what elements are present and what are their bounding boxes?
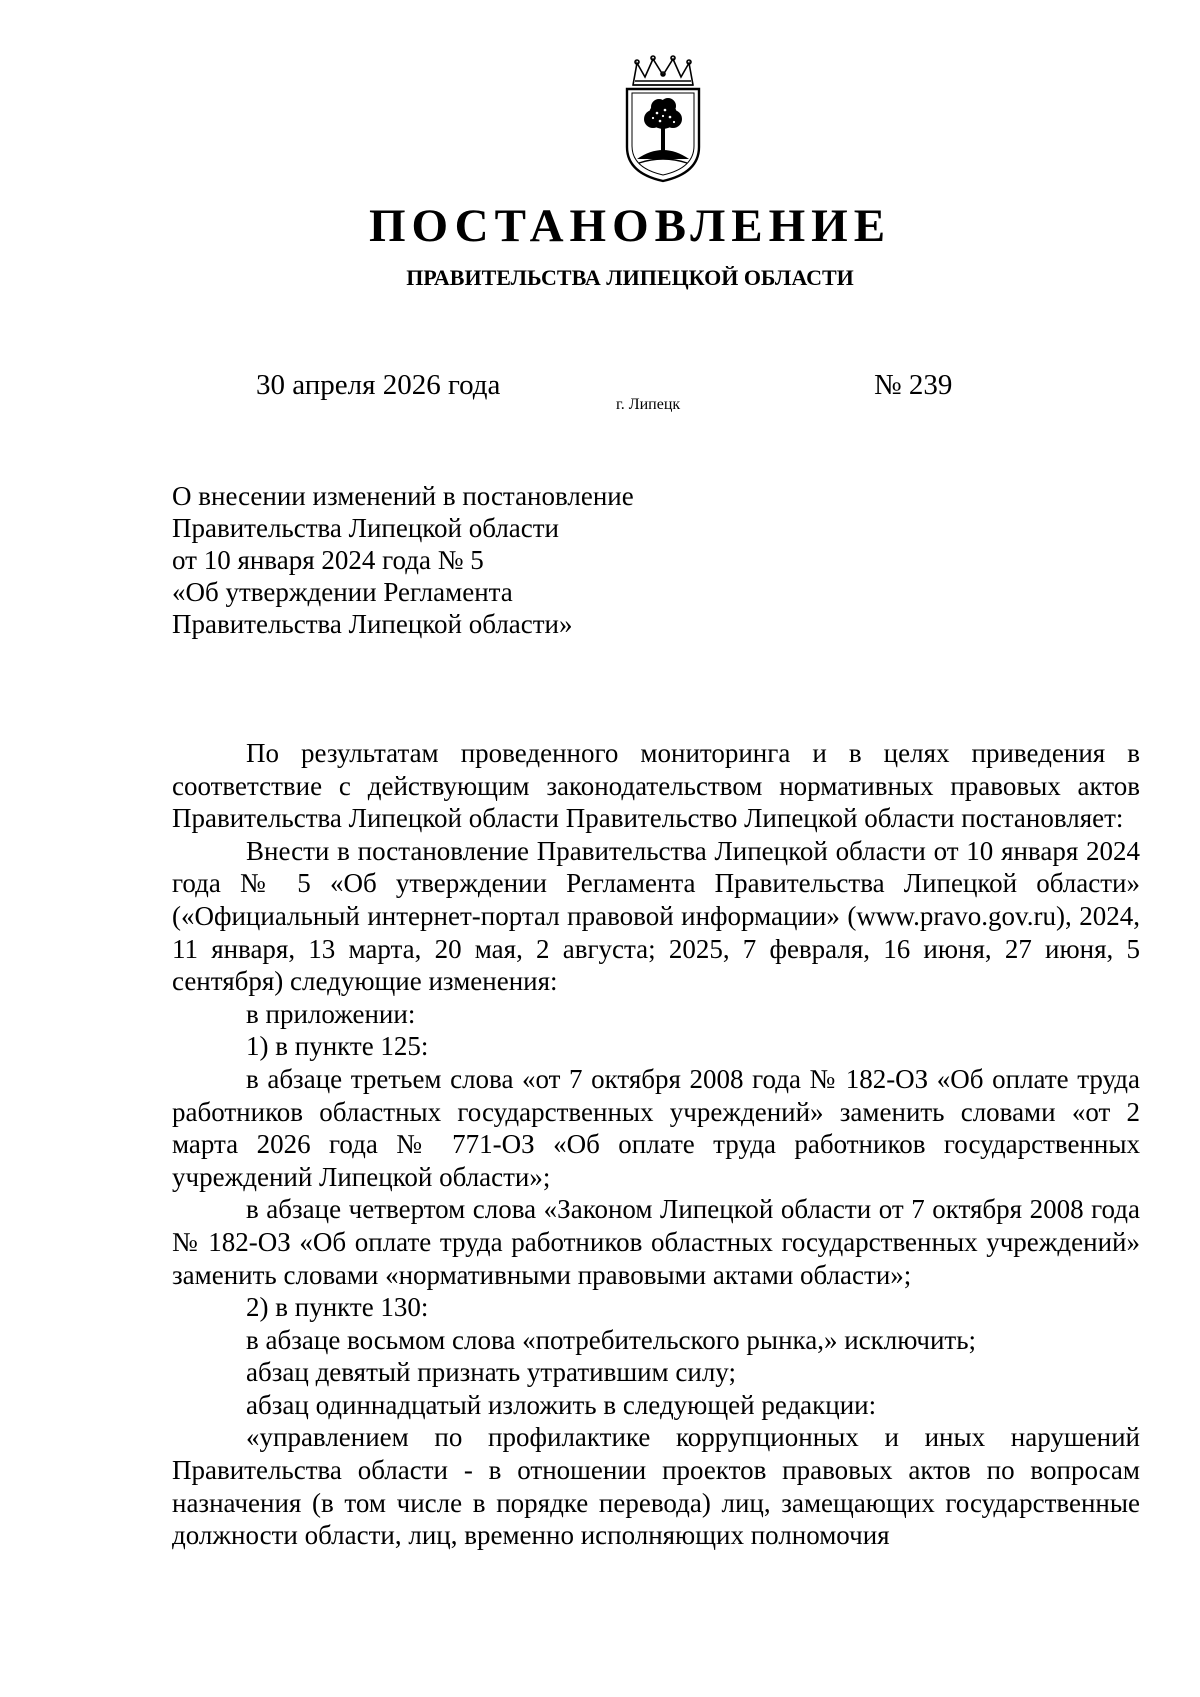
subject-line: Правительства Липецкой области»	[172, 609, 573, 639]
subject-line: О внесении изменений в постановление	[172, 481, 634, 511]
document-number: № 239	[874, 369, 953, 401]
body-paragraph: в абзаце восьмом слова «потребительского рынка,» исключить;	[246, 1324, 977, 1355]
document-body	[172, 737, 1140, 1552]
body-paragraph: «управлением по профилактике коррупционных и иных нарушений Правительства области - в отношении проектов правовых актов по вопросам назначения (в том числе в порядке перевода) лиц, замещающих государственные должности области, лиц, временно исполняющих полномочия	[172, 1422, 1140, 1551]
body-paragraph: в абзаце четвертом слова «Законом Липецкой области от 7 октября 2008 года № 182-ОЗ «Об оплате труда работников областных государственных учреждений» заменить словами «нормативными правовыми актами области»;	[172, 1194, 1140, 1290]
issuer-title: ПРАВИТЕЛЬСТВА ЛИПЕЦКОЙ ОБЛАСТИ	[406, 265, 854, 290]
subject-line: «Об утверждении Регламента	[172, 577, 513, 607]
lipetsk-region-coat-of-arms-icon	[615, 55, 711, 185]
body-paragraph: в приложении:	[246, 998, 416, 1029]
body-paragraph: 1) в пункте 125:	[246, 1031, 429, 1062]
body-paragraph: По результатам проведенного мониторинга и в целях приведения в соответствие с действующим законодательством нормативных правовых актов Правительства Липецкой области Правительство Липецкой области постановляет:	[172, 738, 1140, 834]
subject-line: Правительства Липецкой области	[172, 513, 560, 543]
body-paragraph: 2) в пункте 130:	[246, 1292, 429, 1323]
document-subject	[172, 480, 634, 640]
document-city: г. Липецк	[616, 396, 681, 413]
body-paragraph: абзац девятый признать утратившим силу;	[246, 1357, 736, 1388]
subject-line: от 10 января 2024 года № 5	[172, 545, 484, 575]
body-paragraph: в абзаце третьем слова «от 7 октября 2008 года № 182-ОЗ «Об оплате труда работников областных государственных учреждений» заменить словами «от 2 марта 2026 года № 771-ОЗ «Об оплате труда работников государственных учреждений Липецкой области»;	[172, 1063, 1140, 1192]
body-paragraph: абзац одиннадцатый изложить в следующей редакции:	[246, 1389, 877, 1420]
document-date: 30 апреля 2026 года	[256, 369, 501, 401]
body-paragraph: Внести в постановление Правительства Липецкой области от 10 января 2024 года № 5 «Об утверждении Регламента Правительства Липецкой области» («Официальный интернет-портал правовой информации» (www.pravo.gov.ru), 2024, 11 января, 13 марта, 20 мая, 2 августа; 2025, 7 февраля, 16 июня, 27 июня, 5 сентября) следующие изменения:	[172, 835, 1140, 997]
document-type-title: ПОСТАНОВЛЕНИЕ	[368, 200, 892, 252]
